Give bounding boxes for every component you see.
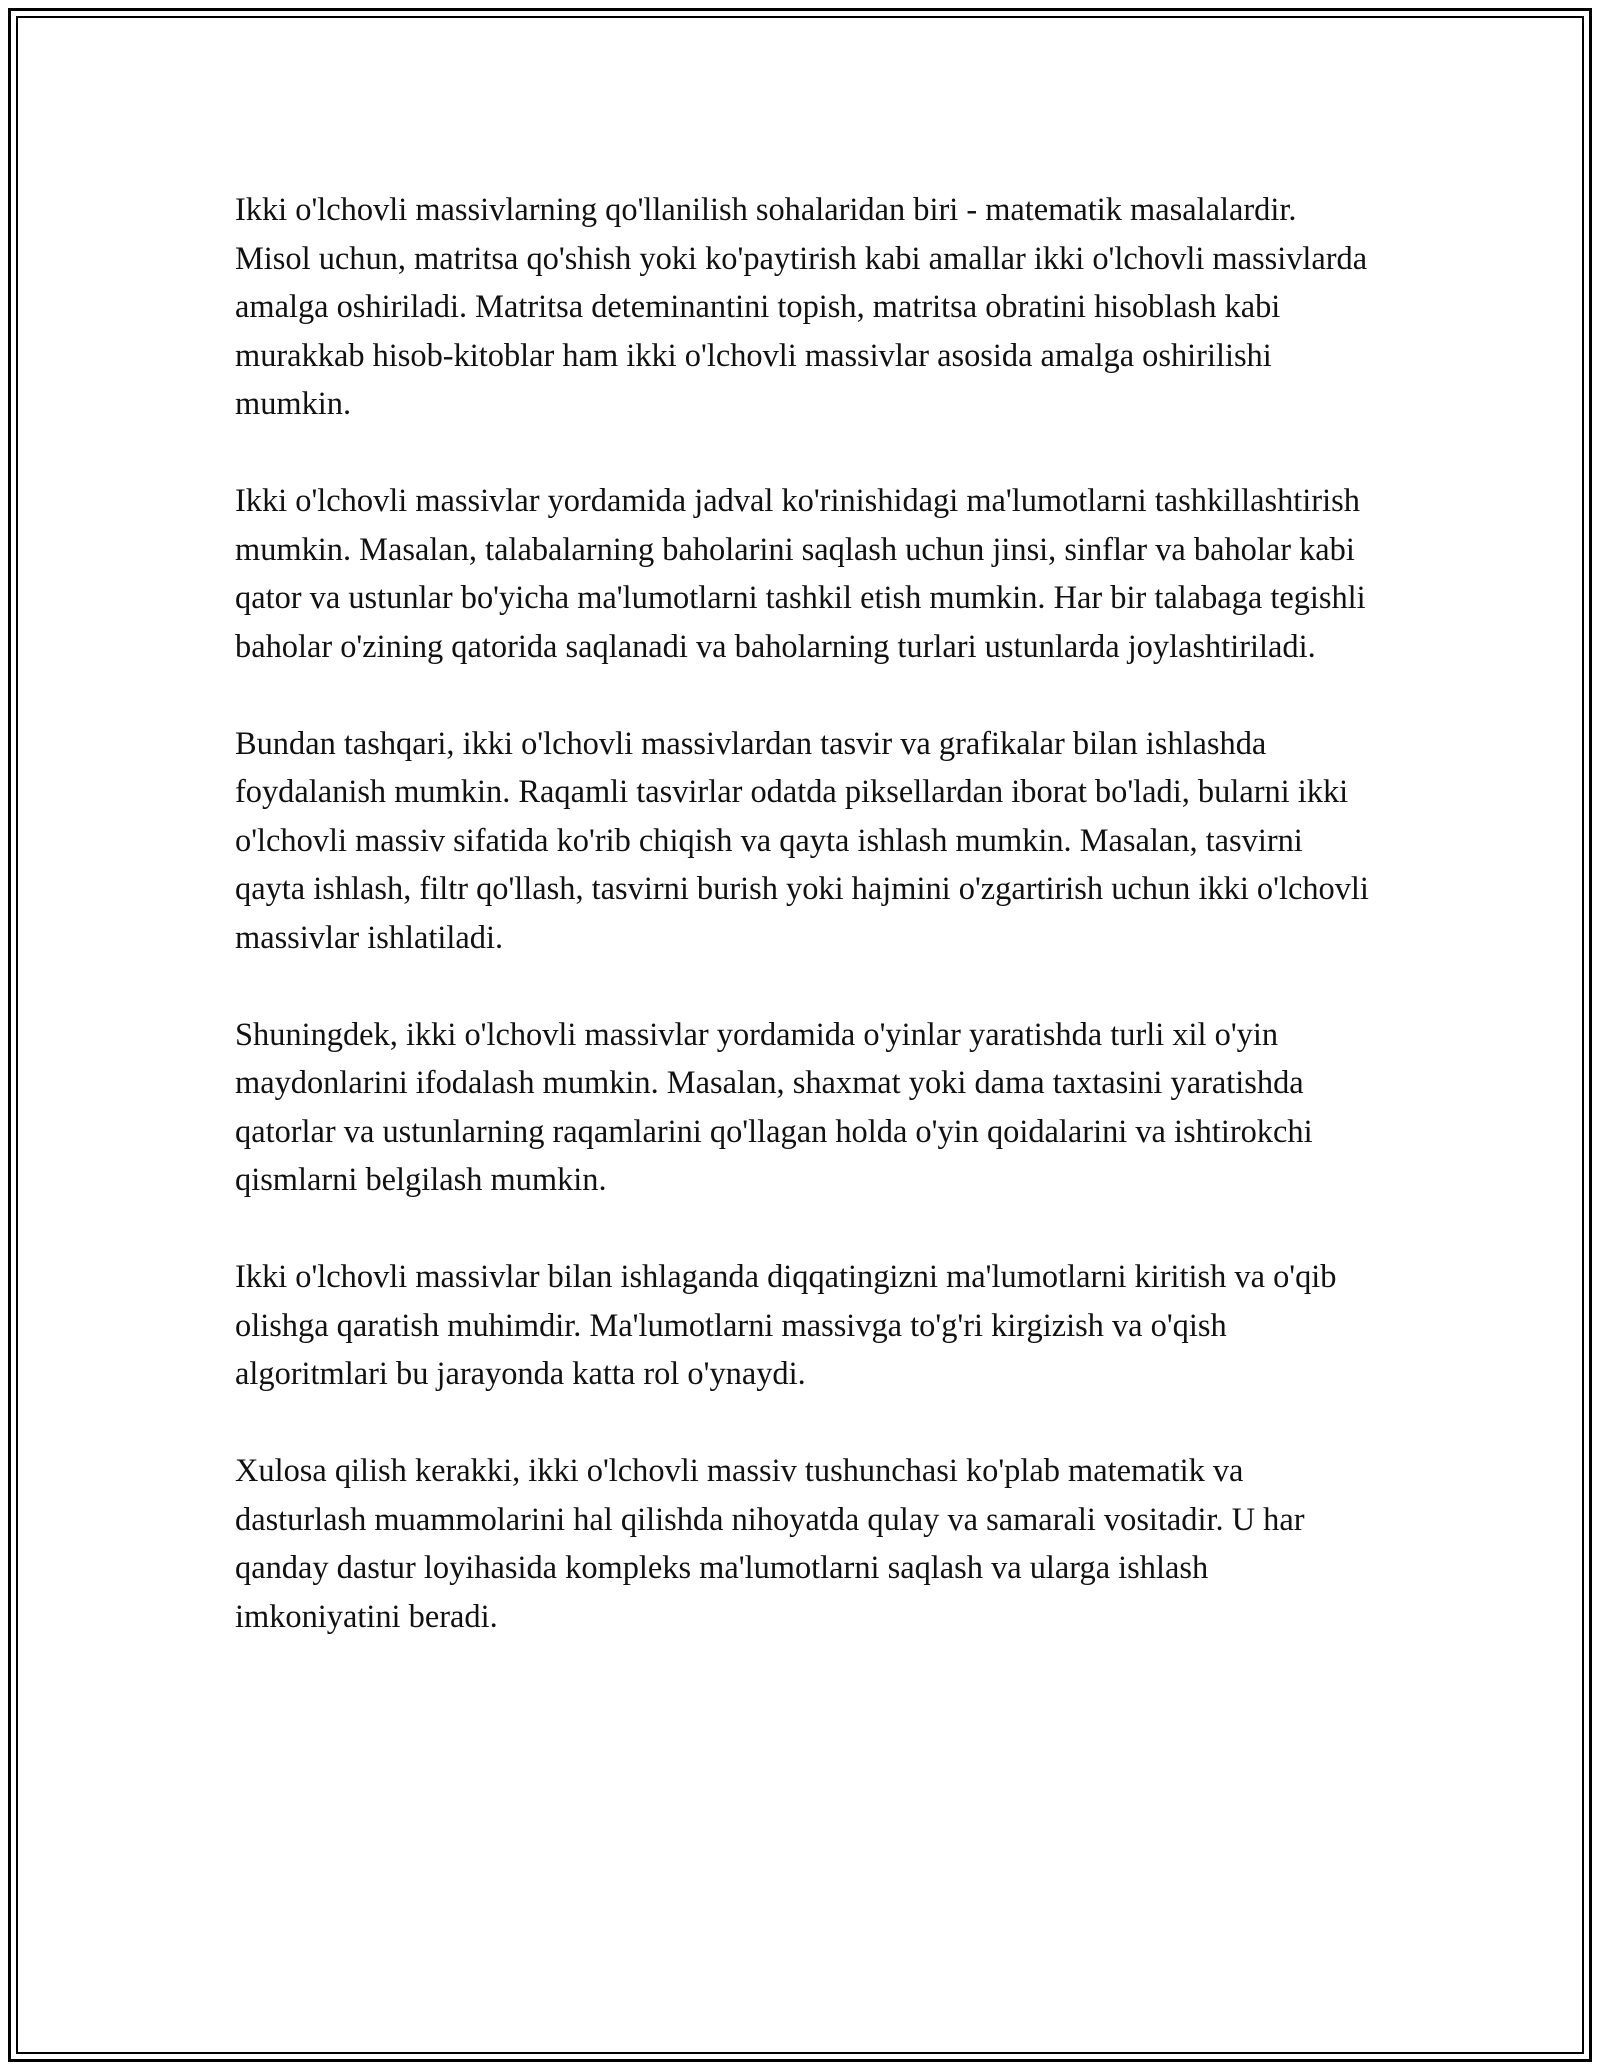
paragraph-images-graphics: Bundan tashqari, ikki o'lchovli massivlardan tasvir va grafikalar bilan ishlashda foydalanish mumkin. Raqamli tasvirlar odatda piksellardan iborat bo'ladi, bularni ikki o'lchovli massiv sifatida ko'rib chiqish va qayta ishlash mumkin. Masalan, tasvirni qayta ishlash, filtr qo'llash, tasvirni burish yoki hajmini o'zgartirish uchun ikki o'lchovli massivlar ishlatiladi.: [235, 725, 1369, 956]
document-body: [235, 186, 1375, 1641]
paragraph-conclusion: Xulosa qilish kerakki, ikki o'lchovli massiv tushunchasi ko'plab matematik va dasturlash muammolarini hal qilishda nihoyatda qulay va samarali vositadir. U har qanday dastur loyihasida kompleks ma'lumotlarni saqlash va ularga ishlash imkoniyatini beradi.: [235, 1453, 1305, 1635]
paragraph-games: Shuningdek, ikki o'lchovli massivlar yordamida o'yinlar yaratishda turli xil o'yin maydonlarini ifodalash mumkin. Masalan, shaxmat yoki dama taxtasini yaratishda qatorlar va ustunlarning raqamlarini qo'llagan holda o'yin qoidalarini va ishtirokchi qismlarni belgilash mumkin.: [235, 1016, 1313, 1198]
paragraph-applications-math: Ikki o'lchovli massivlarning qo'llanilish sohalaridan biri - matematik masalalardir. Misol uchun, matritsa qo'shish yoki ko'paytirish kabi amallar ikki o'lchovli massivlarda amalga oshiriladi. Matritsa deteminantini topish, matritsa obratini hisoblash kabi murakkab hisob-kitoblar ham ikki o'lchovli massivlar asosida amalga oshirilishi mumkin.: [235, 192, 1368, 422]
paragraph-input-output: Ikki o'lchovli massivlar bilan ishlaganda diqqatingizni ma'lumotlarni kiritish va o'qib olishga qaratish muhimdir. Ma'lumotlarni massivga to'g'ri kirgizish va o'qish algoritmlari bu jarayonda katta rol o'ynaydi.: [235, 1259, 1337, 1392]
paragraph-tables: Ikki o'lchovli massivlar yordamida jadval ko'rinishidagi ma'lumotlarni tashkillashtirish mumkin. Masalan, talabalarning baholarini saqlash uchun jinsi, sinflar va baholar kabi qator va ustunlar bo'yicha ma'lumotlarni tashkil etish mumkin. Har bir talabaga tegishli baholar o'zining qatorida saqlanadi va baholarning turlari ustunlarda joylashtiriladi.: [235, 483, 1366, 665]
